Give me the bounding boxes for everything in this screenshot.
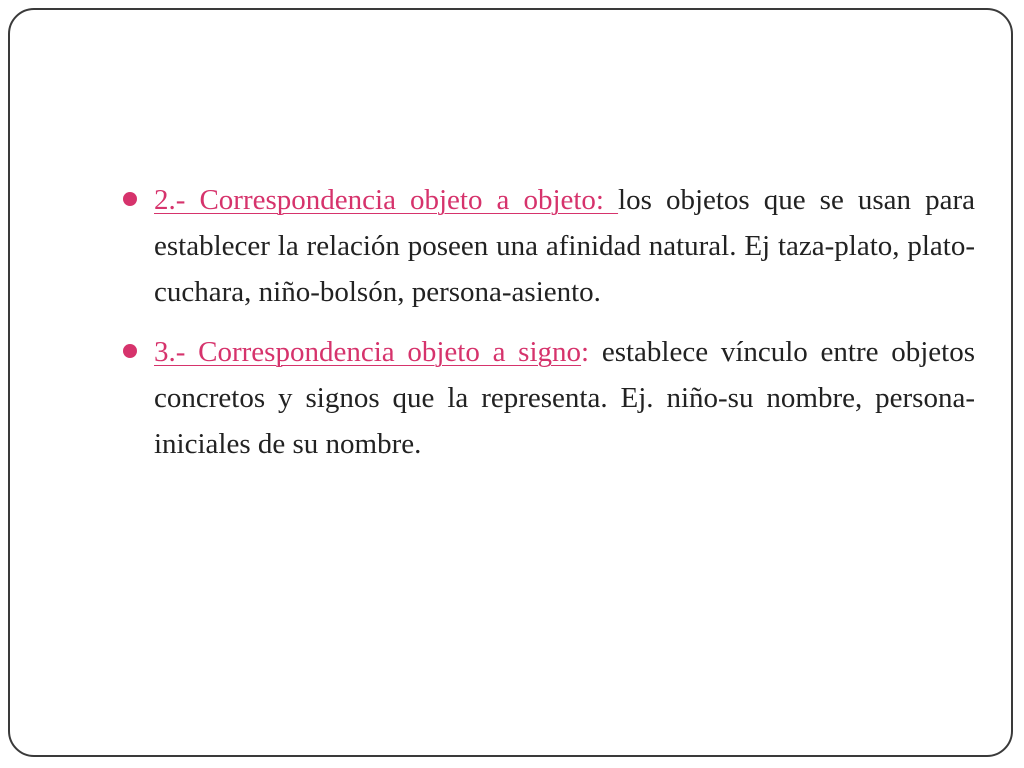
slide-frame	[8, 8, 1013, 757]
bullet-body: los objetos que se usan para establecer la relación poseen una afinidad natural. Ej taza-plato, plato-cuchara, niño-bolsón, persona-asiento.	[154, 184, 975, 308]
bullet-term: 2.- Correspondencia objeto a objeto:	[154, 184, 619, 216]
bullet-term: 3.- Correspondencia objeto a signo	[154, 336, 582, 368]
bullet-dot-icon	[123, 192, 137, 206]
bullet-dot-icon	[123, 344, 137, 358]
bullet-item-objeto-objeto	[123, 177, 975, 315]
bullet-item-objeto-signo	[123, 329, 975, 467]
bullet-separator: :	[581, 336, 590, 368]
bullet-body: establece vínculo entre objetos concretos y signos que la representa. Ej. niño-su nombre, persona-iniciales de su nombre.	[154, 336, 975, 460]
slide-content	[123, 177, 975, 481]
